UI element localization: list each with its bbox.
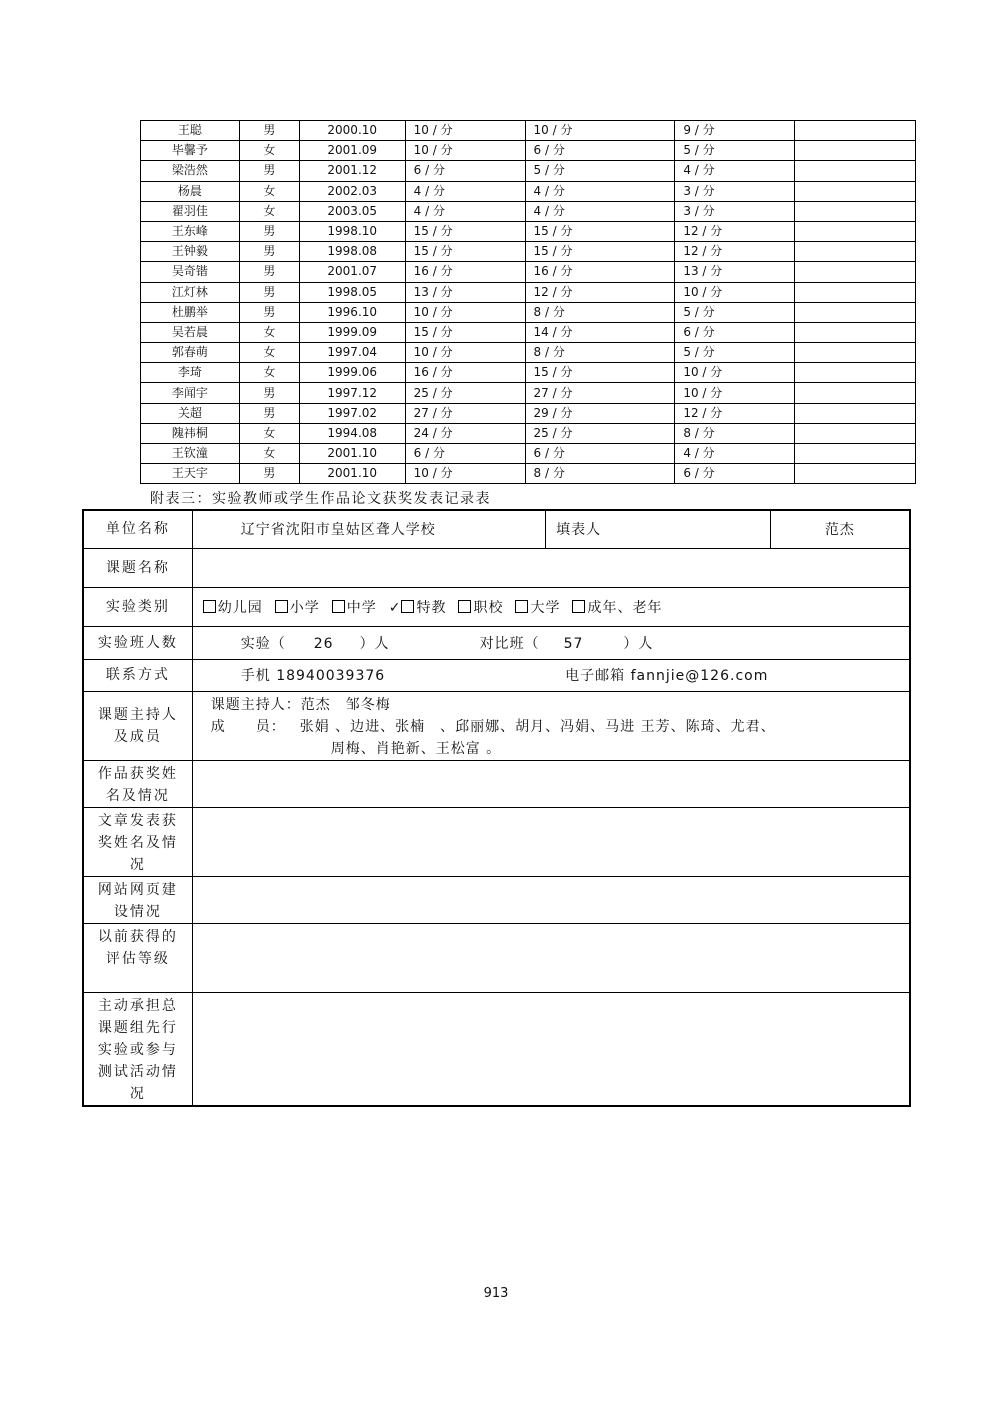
student-birth: 1999.06 — [299, 363, 405, 383]
score-2: 10 / 分 — [525, 121, 675, 141]
type-label: 实验类别 — [83, 587, 192, 626]
score-3: 4 / 分 — [675, 161, 795, 181]
student-birth: 1997.02 — [299, 403, 405, 423]
score-3: 12 / 分 — [675, 221, 795, 241]
award-label: 作品获奖姓名及情况 — [83, 760, 192, 807]
score-2: 6 / 分 — [525, 141, 675, 161]
host-prefix: 课题主持人： — [210, 696, 301, 713]
student-name: 隗祎桐 — [141, 423, 240, 443]
exp-prefix: 实验（ — [240, 635, 286, 652]
empty-cell — [795, 403, 916, 423]
score-1: 16 / 分 — [405, 363, 525, 383]
table-row — [141, 423, 916, 443]
student-birth: 2001.10 — [299, 464, 405, 484]
type-option-label: 职校 — [473, 599, 504, 616]
score-3: 13 / 分 — [675, 262, 795, 282]
score-1: 10 / 分 — [405, 121, 525, 141]
active-participation-label: 主动承担总课题组先行实验或参与测试活动情况 — [83, 992, 192, 1106]
table-row — [141, 201, 916, 221]
checkbox-icon[interactable] — [332, 600, 345, 613]
award-record-table — [82, 509, 911, 1107]
award-value — [192, 760, 910, 807]
student-gender: 女 — [239, 423, 299, 443]
table-row — [141, 242, 916, 262]
table-row — [141, 221, 916, 241]
website-value — [192, 876, 910, 923]
student-gender: 女 — [239, 444, 299, 464]
score-1: 15 / 分 — [405, 242, 525, 262]
score-2: 8 / 分 — [525, 302, 675, 322]
type-option-label: 幼儿园 — [217, 599, 263, 616]
email-label: 电子邮箱 — [565, 668, 626, 684]
empty-cell — [795, 464, 916, 484]
score-3: 3 / 分 — [675, 181, 795, 201]
student-name: 关超 — [141, 403, 240, 423]
members-prefix: 成 员： — [210, 718, 286, 735]
type-options — [192, 587, 910, 626]
checkbox-icon[interactable] — [401, 600, 414, 613]
student-birth: 1996.10 — [299, 302, 405, 322]
empty-cell — [795, 302, 916, 322]
score-1: 27 / 分 — [405, 403, 525, 423]
score-2: 4 / 分 — [525, 181, 675, 201]
table-row — [141, 121, 916, 141]
student-name: 杜鹏举 — [141, 302, 240, 322]
table-row — [141, 282, 916, 302]
ctrl-suffix: ）人 — [623, 635, 654, 652]
unit-value: 辽宁省沈阳市皇姑区聋人学校 — [192, 510, 545, 548]
contact-label: 联系方式 — [83, 659, 192, 691]
score-3: 8 / 分 — [675, 423, 795, 443]
student-birth: 1994.08 — [299, 423, 405, 443]
student-birth: 2000.10 — [299, 121, 405, 141]
empty-cell — [795, 363, 916, 383]
score-2: 25 / 分 — [525, 423, 675, 443]
table-row — [141, 343, 916, 363]
checkbox-icon[interactable] — [203, 600, 216, 613]
student-gender: 男 — [239, 464, 299, 484]
student-scores-table — [140, 120, 916, 484]
type-option-label: 小学 — [289, 599, 320, 616]
host-names: 范杰 邹冬梅 — [300, 696, 391, 713]
empty-cell — [795, 201, 916, 221]
student-gender: 男 — [239, 121, 299, 141]
student-name: 杨晨 — [141, 181, 240, 201]
score-2: 15 / 分 — [525, 242, 675, 262]
type-option-label: 成年、老年 — [587, 599, 663, 616]
host-members — [192, 691, 910, 760]
score-2: 27 / 分 — [525, 383, 675, 403]
score-1: 15 / 分 — [405, 322, 525, 342]
type-option-label: 中学 — [346, 599, 377, 616]
score-1: 6 / 分 — [405, 161, 525, 181]
members-line2: 周梅、肖艳新、王松富 。 — [330, 740, 502, 757]
type-option[interactable] — [572, 600, 662, 616]
score-3: 6 / 分 — [675, 464, 795, 484]
student-name: 毕馨予 — [141, 141, 240, 161]
score-1: 10 / 分 — [405, 343, 525, 363]
student-name: 王天宇 — [141, 464, 240, 484]
score-1: 6 / 分 — [405, 444, 525, 464]
empty-cell — [795, 121, 916, 141]
table-row — [141, 262, 916, 282]
score-1: 10 / 分 — [405, 141, 525, 161]
score-3: 10 / 分 — [675, 383, 795, 403]
empty-cell — [795, 343, 916, 363]
student-birth: 1997.12 — [299, 383, 405, 403]
type-option[interactable] — [203, 600, 263, 616]
student-birth: 1997.04 — [299, 343, 405, 363]
class-size-value — [192, 626, 910, 659]
contact-value — [192, 659, 910, 691]
student-birth: 1999.09 — [299, 322, 405, 342]
checkbox-icon[interactable] — [458, 600, 471, 613]
student-gender: 男 — [239, 242, 299, 262]
student-birth: 2001.07 — [299, 262, 405, 282]
article-label: 文章发表获奖姓名及情况 — [83, 807, 192, 876]
score-3: 5 / 分 — [675, 141, 795, 161]
score-1: 13 / 分 — [405, 282, 525, 302]
student-gender: 女 — [239, 201, 299, 221]
score-3: 5 / 分 — [675, 302, 795, 322]
check-mark-icon: ✓ — [388, 599, 402, 616]
empty-cell — [795, 444, 916, 464]
score-3: 5 / 分 — [675, 343, 795, 363]
active-participation-value — [192, 992, 910, 1106]
student-name: 梁浩然 — [141, 161, 240, 181]
page-number: 913 — [483, 1286, 509, 1301]
table-row — [141, 181, 916, 201]
student-birth: 2001.12 — [299, 161, 405, 181]
table-row — [141, 141, 916, 161]
student-gender: 男 — [239, 221, 299, 241]
table-row — [141, 302, 916, 322]
student-birth: 2002.03 — [299, 181, 405, 201]
score-2: 8 / 分 — [525, 464, 675, 484]
student-name: 李闻宇 — [141, 383, 240, 403]
score-2: 6 / 分 — [525, 444, 675, 464]
student-gender: 男 — [239, 282, 299, 302]
score-2: 15 / 分 — [525, 221, 675, 241]
student-name: 王钦潼 — [141, 444, 240, 464]
student-gender: 女 — [239, 141, 299, 161]
score-2: 29 / 分 — [525, 403, 675, 423]
type-option[interactable] — [515, 600, 560, 616]
empty-cell — [795, 221, 916, 241]
score-2: 15 / 分 — [525, 363, 675, 383]
evaluation-value — [192, 923, 910, 992]
score-1: 24 / 分 — [405, 423, 525, 443]
filler-value: 范杰 — [770, 510, 910, 548]
members-line1: 张娟 、边进、张楠 、邱丽娜、胡月、冯娟、马进 王芳、陈琦、尤君、 — [299, 718, 776, 735]
table-row — [141, 403, 916, 423]
student-birth: 2001.10 — [299, 444, 405, 464]
score-3: 10 / 分 — [675, 363, 795, 383]
student-gender: 女 — [239, 343, 299, 363]
student-birth: 2003.05 — [299, 201, 405, 221]
student-gender: 男 — [239, 302, 299, 322]
website-label: 网站网页建设情况 — [83, 876, 192, 923]
student-name: 李琦 — [141, 363, 240, 383]
student-name: 王东峰 — [141, 221, 240, 241]
type-option[interactable] — [389, 600, 447, 616]
score-2: 12 / 分 — [525, 282, 675, 302]
empty-cell — [795, 282, 916, 302]
student-name: 翟羽佳 — [141, 201, 240, 221]
table-row — [141, 161, 916, 181]
checkbox-icon[interactable] — [572, 600, 585, 613]
empty-cell — [795, 161, 916, 181]
ctrl-count: 57 — [563, 635, 584, 652]
student-gender: 男 — [239, 262, 299, 282]
score-1: 15 / 分 — [405, 221, 525, 241]
score-1: 4 / 分 — [405, 181, 525, 201]
exp-suffix: ）人 — [359, 635, 390, 652]
student-birth: 1998.08 — [299, 242, 405, 262]
email-address: fannjie@126.com — [630, 668, 769, 684]
score-2: 4 / 分 — [525, 201, 675, 221]
table-row — [141, 464, 916, 484]
student-name: 王钟毅 — [141, 242, 240, 262]
score-1: 25 / 分 — [405, 383, 525, 403]
score-2: 5 / 分 — [525, 161, 675, 181]
score-3: 12 / 分 — [675, 403, 795, 423]
score-3: 9 / 分 — [675, 121, 795, 141]
table-row — [141, 383, 916, 403]
score-3: 6 / 分 — [675, 322, 795, 342]
student-name: 吴奇锴 — [141, 262, 240, 282]
empty-cell — [795, 322, 916, 342]
checkbox-icon[interactable] — [515, 600, 528, 613]
phone-number: 18940039376 — [276, 668, 386, 684]
type-option[interactable] — [275, 600, 320, 616]
student-gender: 女 — [239, 322, 299, 342]
evaluation-label: 以前获得的评估等级 — [83, 923, 192, 992]
empty-cell — [795, 242, 916, 262]
checkbox-icon[interactable] — [275, 600, 288, 613]
article-value — [192, 807, 910, 876]
host-label: 课题主持人及成员 — [83, 691, 192, 760]
empty-cell — [795, 181, 916, 201]
empty-cell — [795, 423, 916, 443]
class-size-label: 实验班人数 — [83, 626, 192, 659]
student-birth: 1998.05 — [299, 282, 405, 302]
type-option-label: 特教 — [416, 599, 447, 616]
score-1: 16 / 分 — [405, 262, 525, 282]
student-name: 江灯林 — [141, 282, 240, 302]
table-row — [141, 363, 916, 383]
score-1: 10 / 分 — [405, 302, 525, 322]
student-gender: 女 — [239, 363, 299, 383]
empty-cell — [795, 262, 916, 282]
score-1: 4 / 分 — [405, 201, 525, 221]
table-row — [141, 322, 916, 342]
topic-label: 课题名称 — [83, 548, 192, 587]
student-name: 郭春萌 — [141, 343, 240, 363]
ctrl-prefix: 对比班（ — [479, 635, 540, 652]
score-2: 16 / 分 — [525, 262, 675, 282]
score-2: 8 / 分 — [525, 343, 675, 363]
student-gender: 男 — [239, 161, 299, 181]
empty-cell — [795, 383, 916, 403]
topic-value — [192, 548, 910, 587]
appendix-caption: 附表三：实验教师或学生作品论文获奖发表记录表 — [150, 491, 491, 507]
score-3: 3 / 分 — [675, 201, 795, 221]
type-option-label: 大学 — [530, 599, 561, 616]
student-birth: 2001.09 — [299, 141, 405, 161]
table-row — [141, 444, 916, 464]
score-2: 14 / 分 — [525, 322, 675, 342]
type-option[interactable] — [458, 600, 503, 616]
student-gender: 男 — [239, 403, 299, 423]
filler-label: 填表人 — [546, 510, 771, 548]
type-option[interactable] — [332, 600, 377, 616]
student-name: 王聪 — [141, 121, 240, 141]
score-1: 10 / 分 — [405, 464, 525, 484]
score-3: 10 / 分 — [675, 282, 795, 302]
exp-count: 26 — [313, 635, 334, 652]
student-birth: 1998.10 — [299, 221, 405, 241]
unit-label: 单位名称 — [83, 510, 192, 548]
student-name: 吴若晨 — [141, 322, 240, 342]
score-3: 4 / 分 — [675, 444, 795, 464]
empty-cell — [795, 141, 916, 161]
student-gender: 女 — [239, 181, 299, 201]
phone-label: 手机 — [240, 668, 271, 684]
student-gender: 男 — [239, 383, 299, 403]
score-3: 12 / 分 — [675, 242, 795, 262]
